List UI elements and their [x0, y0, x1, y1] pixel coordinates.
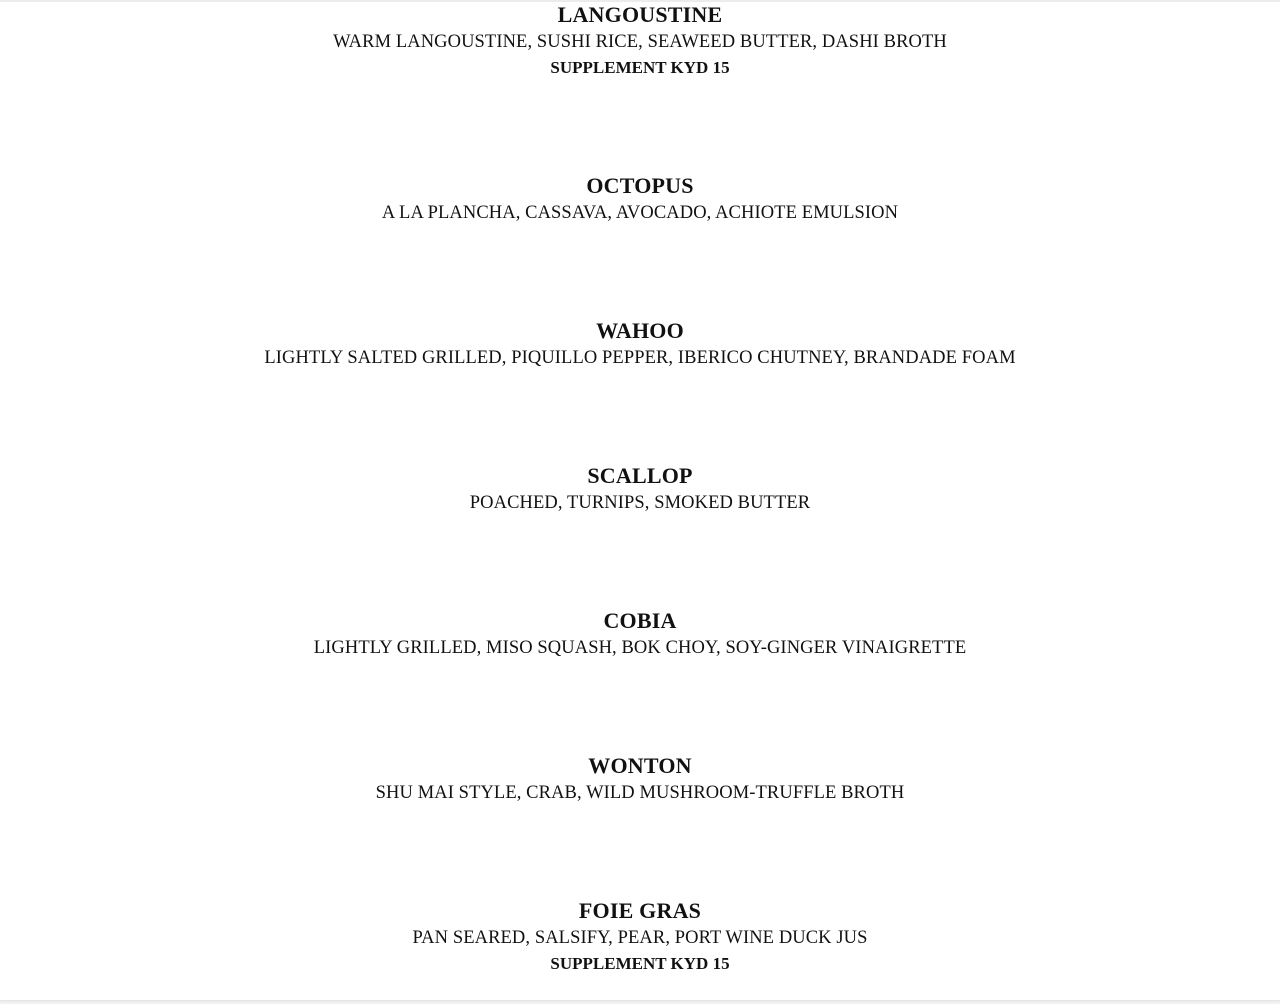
dish-supplement: SUPPLEMENT KYD 15	[550, 58, 730, 77]
dish-description: LIGHTLY GRILLED, MISO SQUASH, BOK CHOY, SOY-GINGER VINAIGRETTE	[313, 638, 967, 658]
dish-description: A LA PLANCHA, CASSAVA, AVOCADO, ACHIOTE EMULSION	[381, 203, 899, 223]
menu-item-octopus	[0, 172, 1280, 226]
menu-item-foie-gras	[0, 897, 1280, 977]
menu-item-langoustine	[0, 1, 1280, 81]
dish-name: LANGOUSTINE	[557, 2, 723, 27]
dish-description: SHU MAI STYLE, CRAB, WILD MUSHROOM-TRUFFLE BROTH	[375, 783, 905, 803]
menu-item-wahoo	[0, 317, 1280, 371]
dish-description: LIGHTLY SALTED GRILLED, PIQUILLO PEPPER, IBERICO CHUTNEY, BRANDADE FOAM	[264, 348, 1016, 368]
dish-description: PAN SEARED, SALSIFY, PEAR, PORT WINE DUCK JUS	[412, 928, 868, 948]
dish-supplement: SUPPLEMENT KYD 15	[550, 954, 730, 973]
dish-name: WONTON	[588, 753, 692, 778]
menu-item-wonton	[0, 752, 1280, 806]
dish-name: COBIA	[603, 608, 677, 633]
dish-name: FOIE GRAS	[578, 898, 702, 923]
dish-name: WAHOO	[596, 318, 684, 343]
dish-name: OCTOPUS	[586, 173, 694, 198]
dish-description: WARM LANGOUSTINE, SUSHI RICE, SEAWEED BUTTER, DASHI BROTH	[333, 32, 947, 52]
menu-item-cobia	[0, 607, 1280, 661]
dish-name: SCALLOP	[587, 463, 693, 488]
dish-description: POACHED, TURNIPS, SMOKED BUTTER	[469, 493, 811, 513]
menu-item-scallop	[0, 462, 1280, 516]
